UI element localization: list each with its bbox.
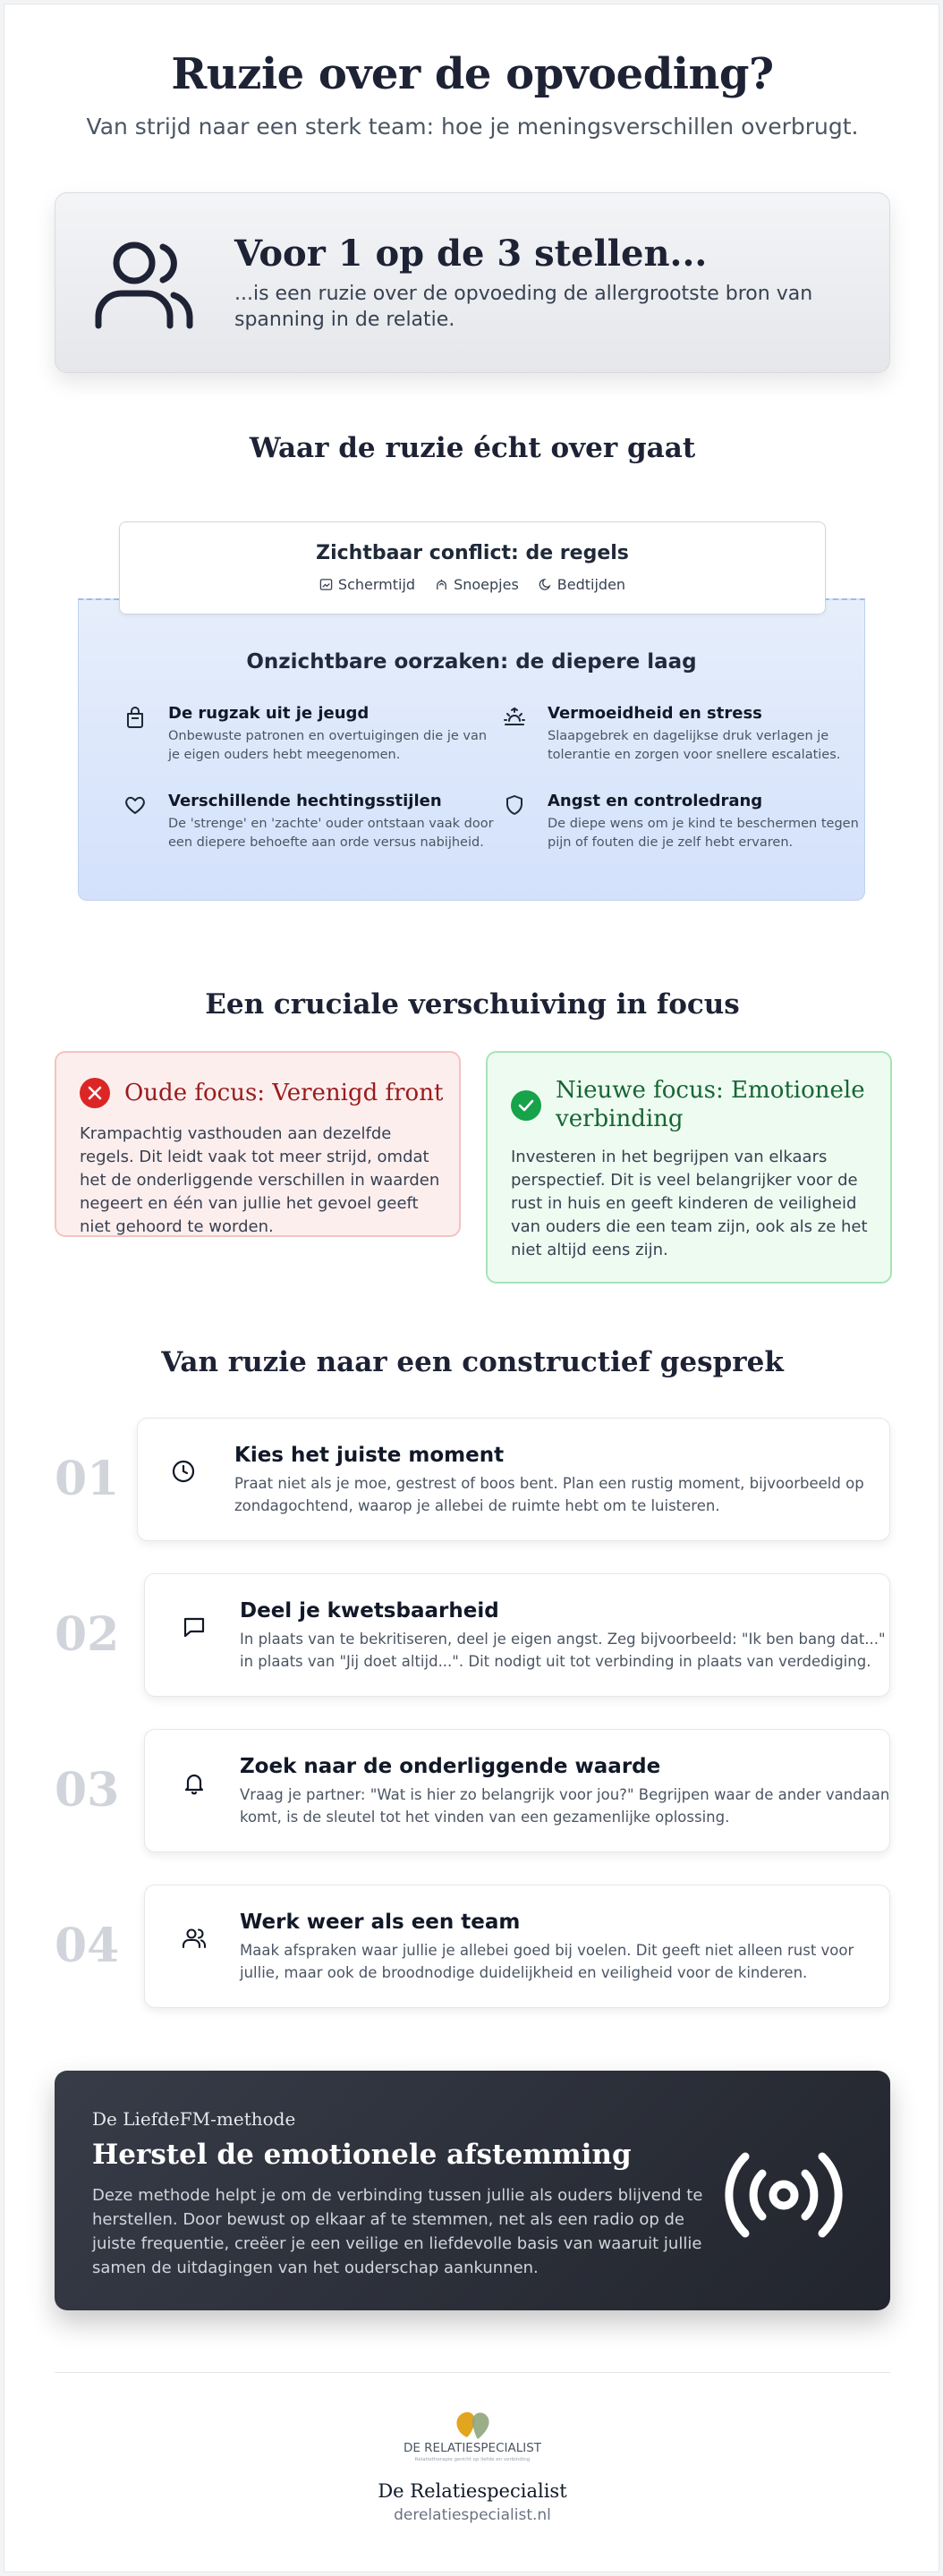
new-focus-card [486, 1051, 892, 1284]
tag-schermtijd [319, 576, 415, 593]
footer-divider [55, 2372, 890, 2373]
visible-conflict-card [119, 521, 826, 614]
step-text: In plaats van te bekritiseren, deel je eigen angst. Zeg bijvoorbeeld: "Ik ben bang dat..." in plaats van "Jij doet altijd...". Dit nodigt uit tot verbinding in plaats van verdediging. [240, 1631, 886, 1670]
step-title: Zoek naar de onderliggende waarde [240, 1755, 661, 1778]
cause-text: Slaapgebrek en dagelijkse druk verlagen je tolerantie en zorgen voor snellere escalaties. [548, 729, 841, 762]
tag-bedtijden [539, 576, 625, 593]
sunset-icon [503, 706, 526, 729]
step-card-2 [144, 1573, 890, 1697]
tag-label: Snoepjes [454, 576, 519, 593]
method-title: Herstel de emotionele afstemming [92, 2139, 632, 2171]
cause-text: Onbewuste patronen en overtuigingen die je van je eigen ouders hebt meegenomen. [168, 729, 488, 762]
page-subtitle: Van strijd naar een sterk team: hoe je meningsverschillen overbrugt. [86, 114, 859, 140]
moon-icon [539, 578, 552, 591]
stat-text: ...is een ruzie over de opvoeding de allergrootste bron van spanning in de relatie. [234, 283, 813, 331]
footer-brand-name: De Relatiespecialist [378, 2480, 567, 2502]
new-focus-title: Nieuwe focus: Emotionele verbinding [556, 1077, 865, 1132]
hidden-causes-title: Onzichtbare oorzaken: de diepere laag [246, 650, 697, 674]
step-text: Maak afspraken waar jullie je allebei goed bij voelen. Dit geeft niet alleen rust voor jullie, maar ook de broodnodige duidelijkheid en veiligheid voor de kinderen. [240, 1942, 854, 1981]
new-focus-text: Investeren in het begrijpen van elkaars perspectief. Dit is veel belangrijker voor de rust in huis en geeft kinderen de veiligheid van ouders die een team zijn, ook als ze het niet altijd eens zijn. [511, 1148, 868, 1259]
method-card [55, 2071, 890, 2310]
visible-conflict-title: Zichtbaar conflict: de regels [316, 542, 629, 564]
x-icon [80, 1078, 110, 1108]
page-title: Ruzie over de opvoeding? [171, 49, 774, 99]
old-focus-text: Krampachtig vasthouden aan dezelfde regels. Dit leidt vaak tot meer strijd, omdat het de onderliggende verschillen in waarden negeert en één van jullie het gevoel geeft niet gehoord te worden. [80, 1124, 440, 1236]
method-text: Deze methode helpt je om de verbinding tussen jullie als ouders blijvend te herstellen. Door bewust op elkaar af te stemmen, net als een radio op de juiste frequentie, creëer je een veilige en liefdevolle basis van waaruit jullie samen de uitdagingen van het ouderschap aankunnen. [92, 2186, 703, 2277]
brand-logo[interactable] [392, 2405, 553, 2466]
old-focus-card [55, 1051, 461, 1237]
step-number: 04 [55, 1919, 120, 1973]
stat-card [55, 192, 890, 373]
cause-text: De diepe wens om je kind te beschermen tegen pijn of fouten die je zelf hebt ervaren. [548, 817, 859, 850]
broadcast-icon [724, 2135, 844, 2255]
clock-icon [170, 1458, 197, 1485]
step-number: 02 [55, 1607, 120, 1662]
cause-title: Vermoeidheid en stress [548, 704, 762, 723]
tag-label: Schermtijd [337, 576, 416, 593]
chat-icon [181, 1614, 208, 1640]
backpack-icon [123, 706, 147, 729]
check-icon [511, 1090, 541, 1121]
section-title-steps: Van ruzie naar een constructief gesprek [161, 1346, 784, 1378]
old-focus-title: Oude focus: Verenigd front [124, 1080, 444, 1106]
users-icon [91, 236, 197, 331]
screen-icon [319, 578, 333, 591]
hidden-causes-card [78, 598, 865, 901]
step-text: Praat niet als je moe, gestrest of boos bent. Plan een rustig moment, bijvoorbeeld op zondagochtend, waarop je allebei de ruimte hebt om te luisteren. [234, 1475, 864, 1514]
tag-label: Bedtijden [556, 576, 626, 593]
cause-title: Verschillende hechtingsstijlen [168, 792, 442, 810]
logo-text: DE RELATIESPECIALIST [403, 2441, 542, 2455]
cause-title: De rugzak uit je jeugd [168, 704, 370, 723]
method-kicker: De LiefdeFM-methode [92, 2108, 296, 2130]
step-number: 03 [55, 1763, 120, 1818]
heart-icon [123, 793, 147, 817]
step-title: Werk weer als een team [240, 1911, 521, 1934]
tag-snoepjes [435, 576, 519, 593]
visible-conflict-tags [120, 576, 825, 593]
section-title-iceberg: Waar de ruzie écht over gaat [249, 432, 696, 464]
section-title-focus: Een cruciale verschuiving in focus [205, 988, 740, 1021]
step-text: Vraag je partner: "Wat is hier zo belangrijk voor jou?" Begrijpen waar de ander vandaan komt, is de sleutel tot het vinden van een gezamenlijke oplossing. [240, 1786, 890, 1826]
step-number: 01 [55, 1452, 120, 1506]
footer-url-link[interactable]: derelatiespecialist.nl [394, 2506, 551, 2524]
page [4, 4, 939, 2572]
bell-icon [181, 1769, 208, 1796]
step-card-3 [144, 1729, 890, 1852]
stat-title: Voor 1 op de 3 stellen... [234, 233, 708, 275]
users-icon [181, 1925, 208, 1952]
step-title: Kies het juiste moment [234, 1444, 505, 1467]
candy-icon [435, 578, 448, 591]
logo-tagline: Relatietherapie gericht op liefde en verbinding [414, 2457, 531, 2462]
shield-icon [503, 793, 526, 817]
step-card-4 [144, 1885, 890, 2008]
step-card-1 [137, 1418, 890, 1541]
cause-title: Angst en controledrang [548, 792, 763, 810]
cause-text: De 'strenge' en 'zachte' ouder ontstaan vaak door een diepere behoefte aan orde versus nabijheid. [168, 817, 494, 850]
step-title: Deel je kwetsbaarheid [240, 1599, 499, 1623]
